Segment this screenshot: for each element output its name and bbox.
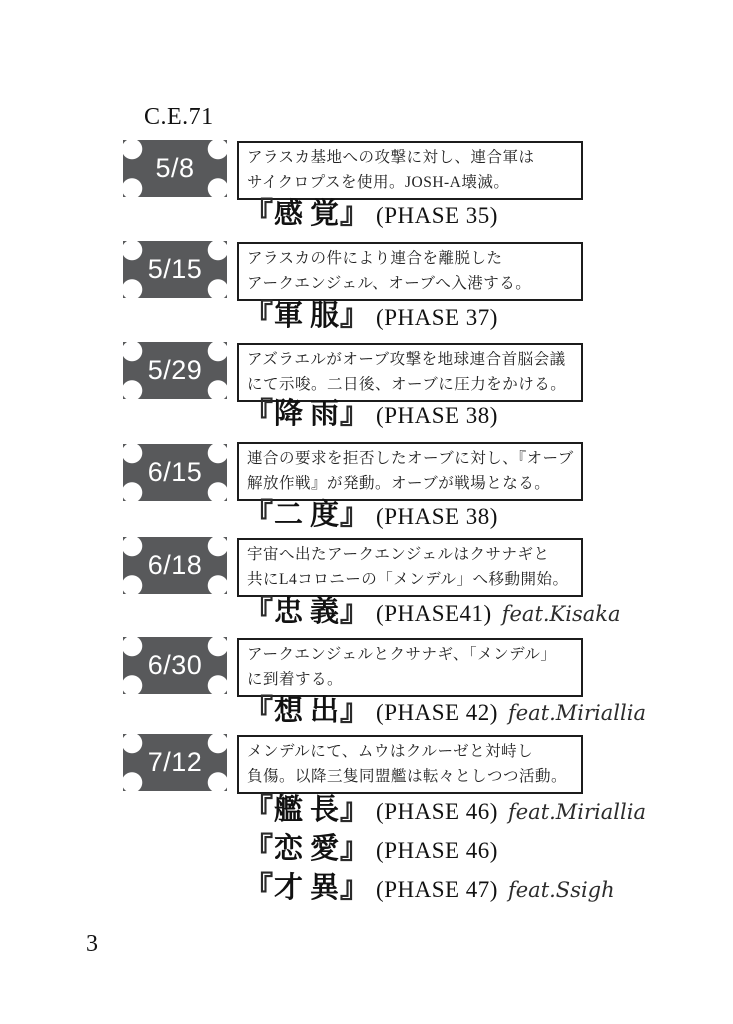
description-line: サイクロプスを使用。JOSH-A壊滅。 (247, 174, 510, 191)
bracket-open: 『 (244, 695, 274, 727)
bracket-open: 『 (244, 300, 274, 332)
description-line: アラスカ基地への攻撃に対し、連合軍は (247, 149, 535, 166)
date-badge: 7/12 (123, 734, 227, 791)
episode-title-line (244, 835, 498, 864)
era-label: C.E.71 (144, 104, 214, 130)
episode-title-line (244, 796, 646, 825)
description-line: に到着する。 (247, 671, 344, 688)
description-line: 解放作戦』が発動。オーブが戦場となる。 (247, 475, 551, 492)
event-description-box (237, 141, 583, 200)
description-line: メンデルにて、ムウはクルーゼと対峙し (247, 743, 534, 760)
feat-label: feat.Kisaka (501, 602, 621, 626)
description-line: アラスカの件により連合を離脱した (247, 250, 503, 267)
date-badge: 5/29 (123, 342, 227, 399)
phase-label: (PHASE 38) (376, 504, 498, 529)
bracket-close: 』 (340, 398, 370, 430)
feat-label: feat.Miriallia (507, 800, 646, 824)
date-badge: 5/8 (123, 140, 227, 197)
date-badge: 6/18 (123, 537, 227, 594)
phase-label: (PHASE 47) (376, 877, 498, 902)
description-line: アークエンジェルとクサナギ、「メンデル」 (247, 646, 557, 663)
episode-title-kanji: 感覚 (274, 198, 347, 230)
phase-label: (PHASE 35) (376, 203, 498, 228)
event-description-box (237, 735, 583, 794)
date-badge: 5/15 (123, 241, 227, 298)
bracket-open: 『 (244, 872, 274, 904)
event-description-box (237, 442, 583, 501)
phase-label: (PHASE 46) (376, 838, 498, 863)
description-line: 連合の要求を拒否したオーブに対し、『オーブ (247, 450, 574, 467)
event-description-box (237, 242, 583, 301)
feat-label: feat.Ssigh (507, 878, 615, 902)
episode-title-kanji: 才異 (274, 872, 347, 904)
description-line: アークエンジェル、オーブへ入港する。 (247, 275, 532, 292)
episode-title-kanji: 艦長 (274, 794, 347, 826)
bracket-open: 『 (244, 833, 274, 865)
bracket-open: 『 (244, 198, 274, 230)
episode-title-kanji: 想出 (274, 695, 347, 727)
phase-label: (PHASE41) (376, 601, 492, 626)
episode-title-kanji: 二度 (274, 499, 347, 531)
page-number: 3 (86, 931, 98, 957)
event-description-box (237, 343, 583, 402)
episode-title-kanji: 降雨 (274, 398, 347, 430)
phase-label: (PHASE 42) (376, 700, 498, 725)
description-line: 負傷。以降三隻同盟艦は転々としつつ活動。 (247, 768, 568, 785)
phase-label: (PHASE 38) (376, 403, 498, 428)
bracket-close: 』 (340, 833, 370, 865)
episode-title-line (244, 200, 498, 229)
description-line: アズラエルがオーブ攻撃を地球連合首脳会議 (247, 351, 566, 368)
description-line: 共にL4コロニーの「メンデル」へ移動開始。 (247, 571, 569, 588)
phase-label: (PHASE 37) (376, 305, 498, 330)
episode-title-line (244, 501, 498, 530)
bracket-close: 』 (340, 872, 370, 904)
bracket-close: 』 (340, 794, 370, 826)
bracket-open: 『 (244, 398, 274, 430)
episode-title-kanji: 軍服 (274, 300, 347, 332)
bracket-open: 『 (244, 794, 274, 826)
bracket-close: 』 (340, 300, 370, 332)
description-line: にて示唆。二日後、オーブに圧力をかける。 (247, 376, 567, 393)
episode-title-line (244, 598, 621, 627)
description-line: 宇宙へ出たアークエンジェルはクサナギと (247, 546, 550, 563)
bracket-open: 『 (244, 596, 274, 628)
feat-label: feat.Miriallia (507, 701, 646, 725)
event-description-box (237, 638, 583, 697)
episode-title-kanji: 恋愛 (274, 833, 347, 865)
bracket-close: 』 (340, 499, 370, 531)
episode-title-kanji: 忠義 (274, 596, 347, 628)
episode-title-line (244, 874, 615, 903)
date-badge: 6/30 (123, 637, 227, 694)
episode-title-line (244, 400, 498, 429)
bracket-close: 』 (340, 596, 370, 628)
bracket-close: 』 (340, 198, 370, 230)
date-badge: 6/15 (123, 444, 227, 501)
bracket-close: 』 (340, 695, 370, 727)
phase-label: (PHASE 46) (376, 799, 498, 824)
event-description-box (237, 538, 583, 597)
episode-title-line (244, 697, 646, 726)
bracket-open: 『 (244, 499, 274, 531)
episode-title-line (244, 302, 498, 331)
